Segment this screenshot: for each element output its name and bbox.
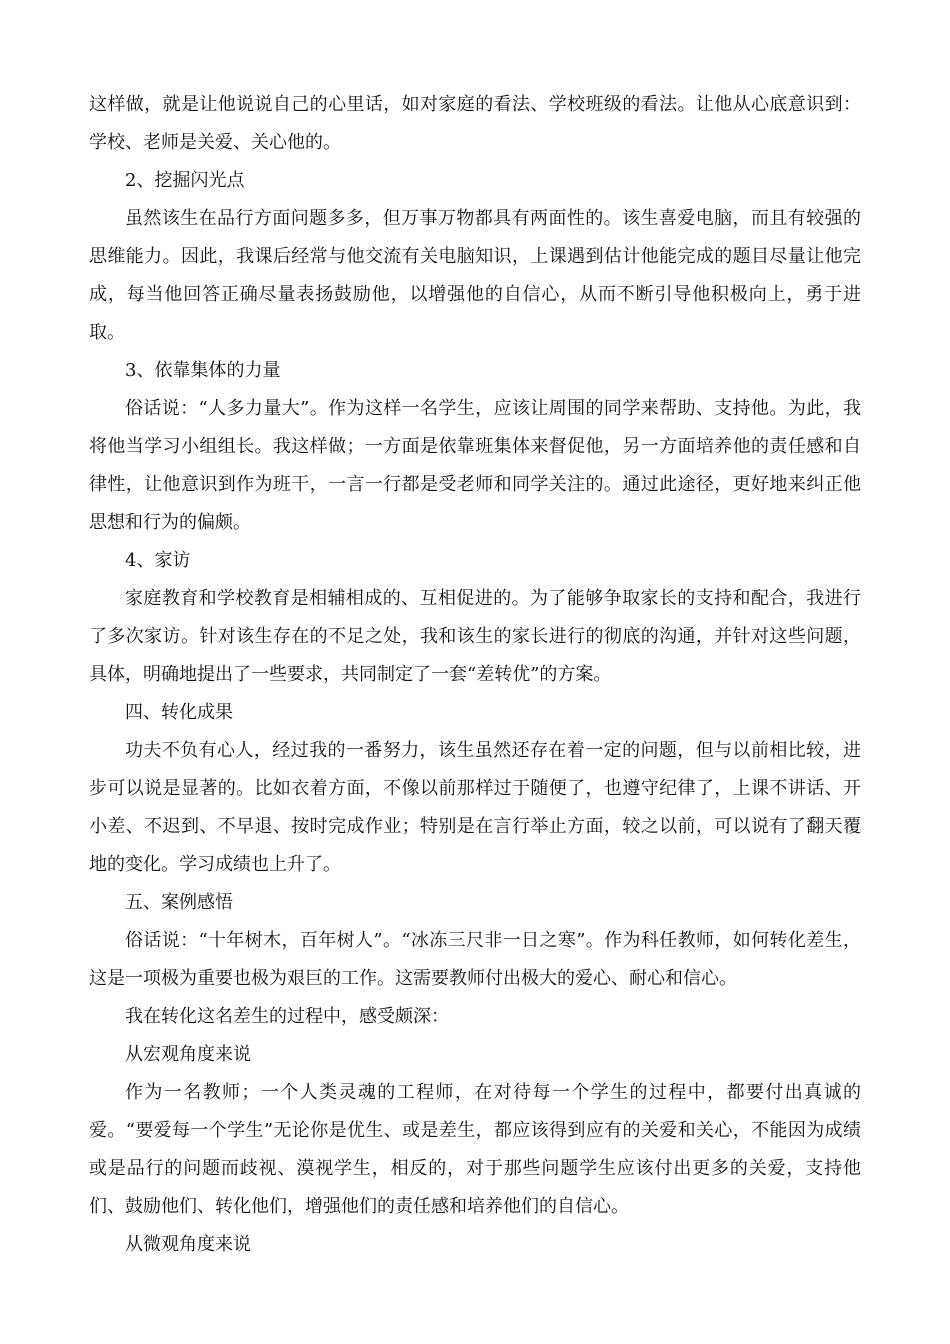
paragraph: 我在转化这名差生的过程中，感受颇深： (125, 1006, 449, 1027)
subheading: 从宏观角度来说 (125, 1044, 251, 1065)
section-heading: 五、案例感悟 (125, 892, 233, 913)
section-heading: 4、家访 (125, 550, 191, 571)
paragraph: 虽然该生在品行方面问题多多，但万事万物都具有两面性的。该生喜爱电脑，而且有较强的思维能力。因此，我课后经常与他交流有关电脑知识，上课遇到估计他能完成的题目尽量让他完成，每当他回答正确尽量表扬鼓励他，以增强他的自信心，从而不断引导他积极向上，勇于进取。 (89, 208, 861, 343)
section-heading: 四、转化成果 (125, 702, 233, 723)
section-heading: 2、挖掘闪光点 (125, 170, 245, 191)
subheading: 从微观角度来说 (125, 1234, 251, 1255)
paragraph: 家庭教育和学校教育是相辅相成的、互相促进的。为了能够争取家长的支持和配合，我进行了多次家访。针对该生存在的不足之处，我和该生的家长进行的彻底的沟通，并针对这些问题，具体，明确地提出了一些要求，共同制定了一套“差转优”的方案。 (89, 588, 861, 685)
document-body (89, 86, 861, 1264)
paragraph: 俗话说：“人多力量大”。作为这样一名学生，应该让周围的同学来帮助、支持他。为此，我将他当学习小组组长。我这样做；一方面是依靠班集体来督促他，另一方面培养他的责任感和自律性，让他意识到作为班干，一言一行都是受老师和同学关注的。通过此途径，更好地来纠正他思想和行为的偏颇。 (89, 398, 861, 533)
paragraph: 功夫不负有心人，经过我的一番努力，该生虽然还存在着一定的问题，但与以前相比较，进步可以说是显著的。比如衣着方面，不像以前那样过于随便了，也遵守纪律了，上课不讲话、开小差、不迟到、不早退、按时完成作业；特别是在言行举止方面，较之以前，可以说有了翻天覆地的变化。学习成绩也上升了。 (89, 740, 861, 875)
paragraph: 这样做，就是让他说说自己的心里话，如对家庭的看法、学校班级的看法。让他从心底意识到：学校、老师是关爱、关心他的。 (89, 94, 861, 153)
paragraph: 作为一名教师；一个人类灵魂的工程师，在对待每一个学生的过程中，都要付出真诚的爱。“要爱每一个学生”无论你是优生、或是差生，都应该得到应有的关爱和关心，不能因为成绩或是品行的问题而歧视、漠视学生，相反的，对于那些问题学生应该付出更多的关爱，支持他们、鼓励他们、转化他们，增强他们的责任感和培养他们的自信心。 (89, 1082, 861, 1217)
section-heading: 3、依靠集体的力量 (125, 360, 281, 381)
paragraph: 俗话说：“十年树木，百年树人”。“冰冻三尺非一日之寒”。作为科任教师，如何转化差生，这是一项极为重要也极为艰巨的工作。这需要教师付出极大的爱心、耐心和信心。 (89, 930, 861, 989)
